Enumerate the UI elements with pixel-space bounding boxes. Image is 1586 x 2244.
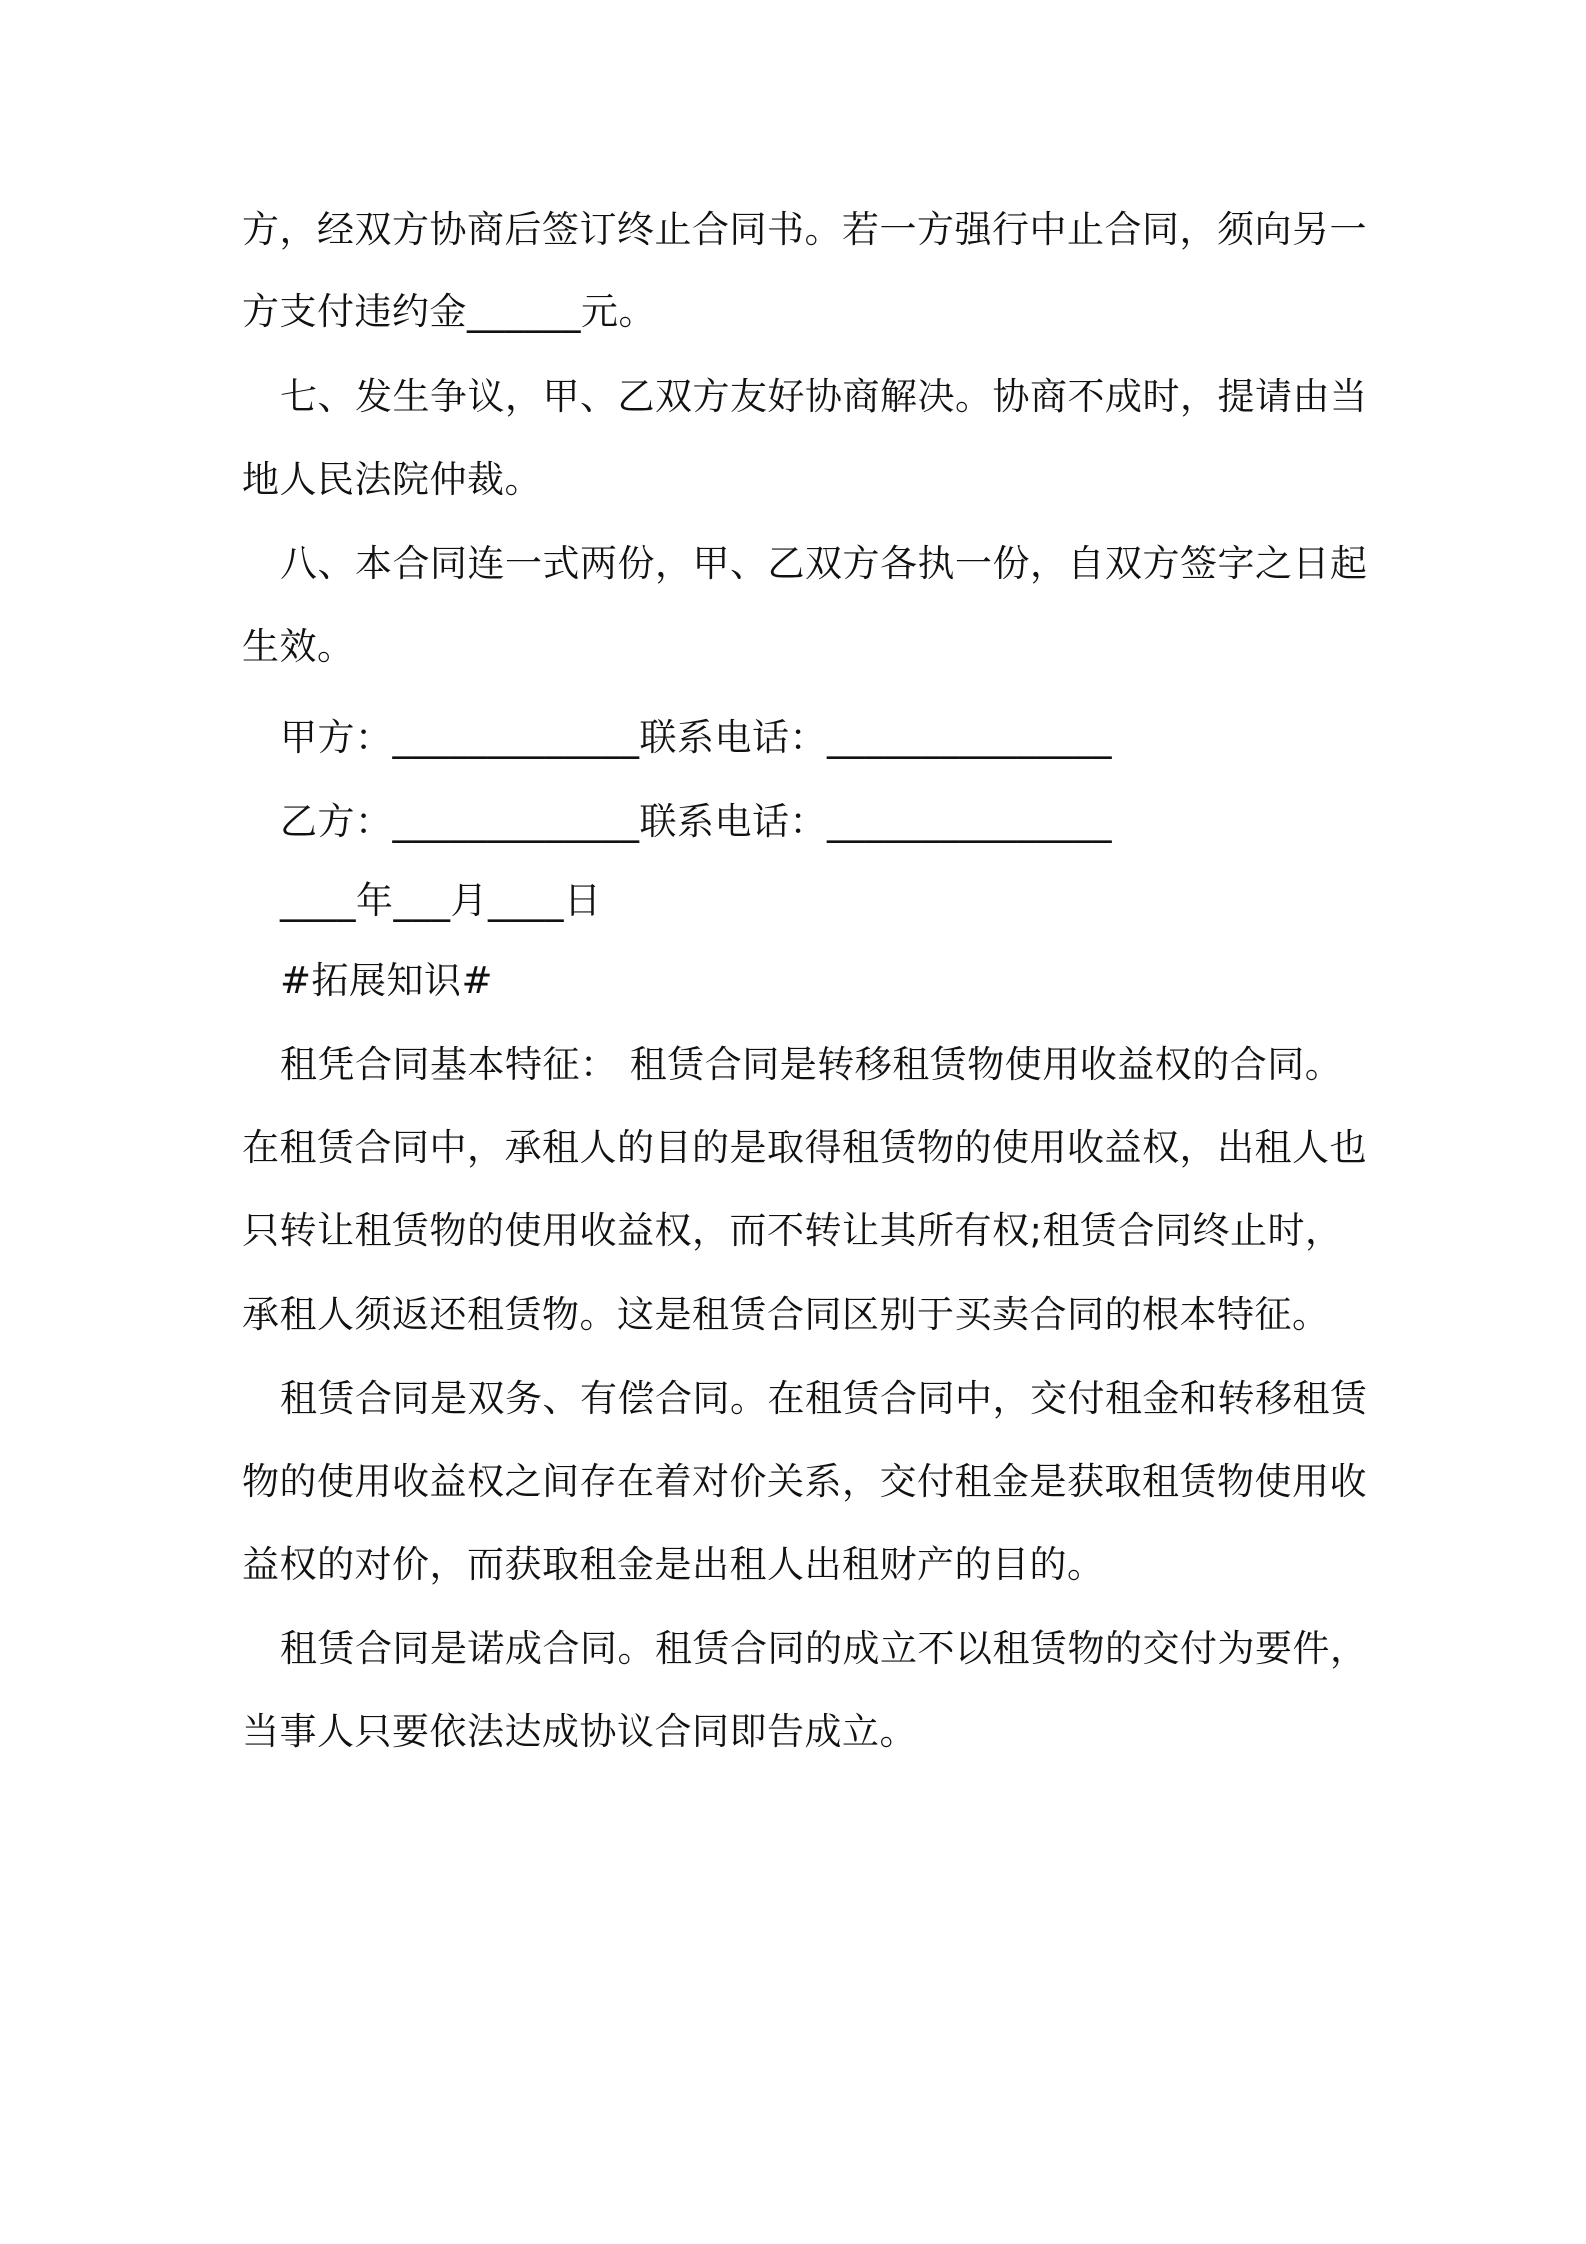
feature-paragraph-2-line-1: 租赁合同是双务、有偿合同。在租赁合同中，交付租金和转移租赁 bbox=[280, 1377, 1368, 1420]
feature-paragraph-2-line-2: 物的使用收益权之间存在着对价关系，交付租金是获取租赁物使用收 bbox=[242, 1460, 1367, 1503]
text-line-penalty: 方支付违约金______元。 bbox=[242, 290, 656, 333]
feature-paragraph-2-line-3: 益权的对价，而获取租金是出租人出租财产的目的。 bbox=[242, 1543, 1105, 1586]
feature-paragraph-1-line-3: 只转让租赁物的使用收益权，而不转让其所有权;租赁合同终止时， bbox=[242, 1209, 1343, 1252]
extension-knowledge-heading: #拓展知识# bbox=[280, 959, 494, 1002]
party-a-signature-line: 甲方：_____________联系电话：_______________ bbox=[280, 716, 1112, 759]
feature-paragraph-3-line-2: 当事人只要依法达成协议合同即告成立。 bbox=[242, 1710, 917, 1753]
clause-eight-line-2: 生效。 bbox=[242, 625, 355, 668]
clause-seven-line-1: 七、发生争议，甲、乙双方友好协商解决。协商不成时，提请由当 bbox=[280, 375, 1368, 418]
feature-paragraph-1-line-2: 在租赁合同中，承租人的目的是取得租赁物的使用收益权，出租人也 bbox=[242, 1126, 1367, 1169]
date-line: ____年___月____日 bbox=[280, 879, 602, 922]
text-line-termination-clause: 方，经双方协商后签订终止合同书。若一方强行中止合同，须向另一 bbox=[242, 208, 1367, 251]
party-b-signature-line: 乙方：_____________联系电话：_______________ bbox=[280, 800, 1112, 843]
feature-paragraph-3-line-1: 租赁合同是诺成合同。租赁合同的成立不以租赁物的交付为要件， bbox=[280, 1627, 1368, 1670]
clause-eight-line-1: 八、本合同连一式两份，甲、乙双方各执一份，自双方签字之日起 bbox=[280, 542, 1368, 585]
feature-paragraph-1-line-4: 承租人须返还租赁物。这是租赁合同区别于买卖合同的根本特征。 bbox=[242, 1293, 1330, 1336]
clause-seven-line-2: 地人民法院仲裁。 bbox=[242, 458, 542, 501]
feature-paragraph-1-line-1: 租凭合同基本特征： 租赁合同是转移租赁物使用收益权的合同。 bbox=[280, 1043, 1343, 1086]
